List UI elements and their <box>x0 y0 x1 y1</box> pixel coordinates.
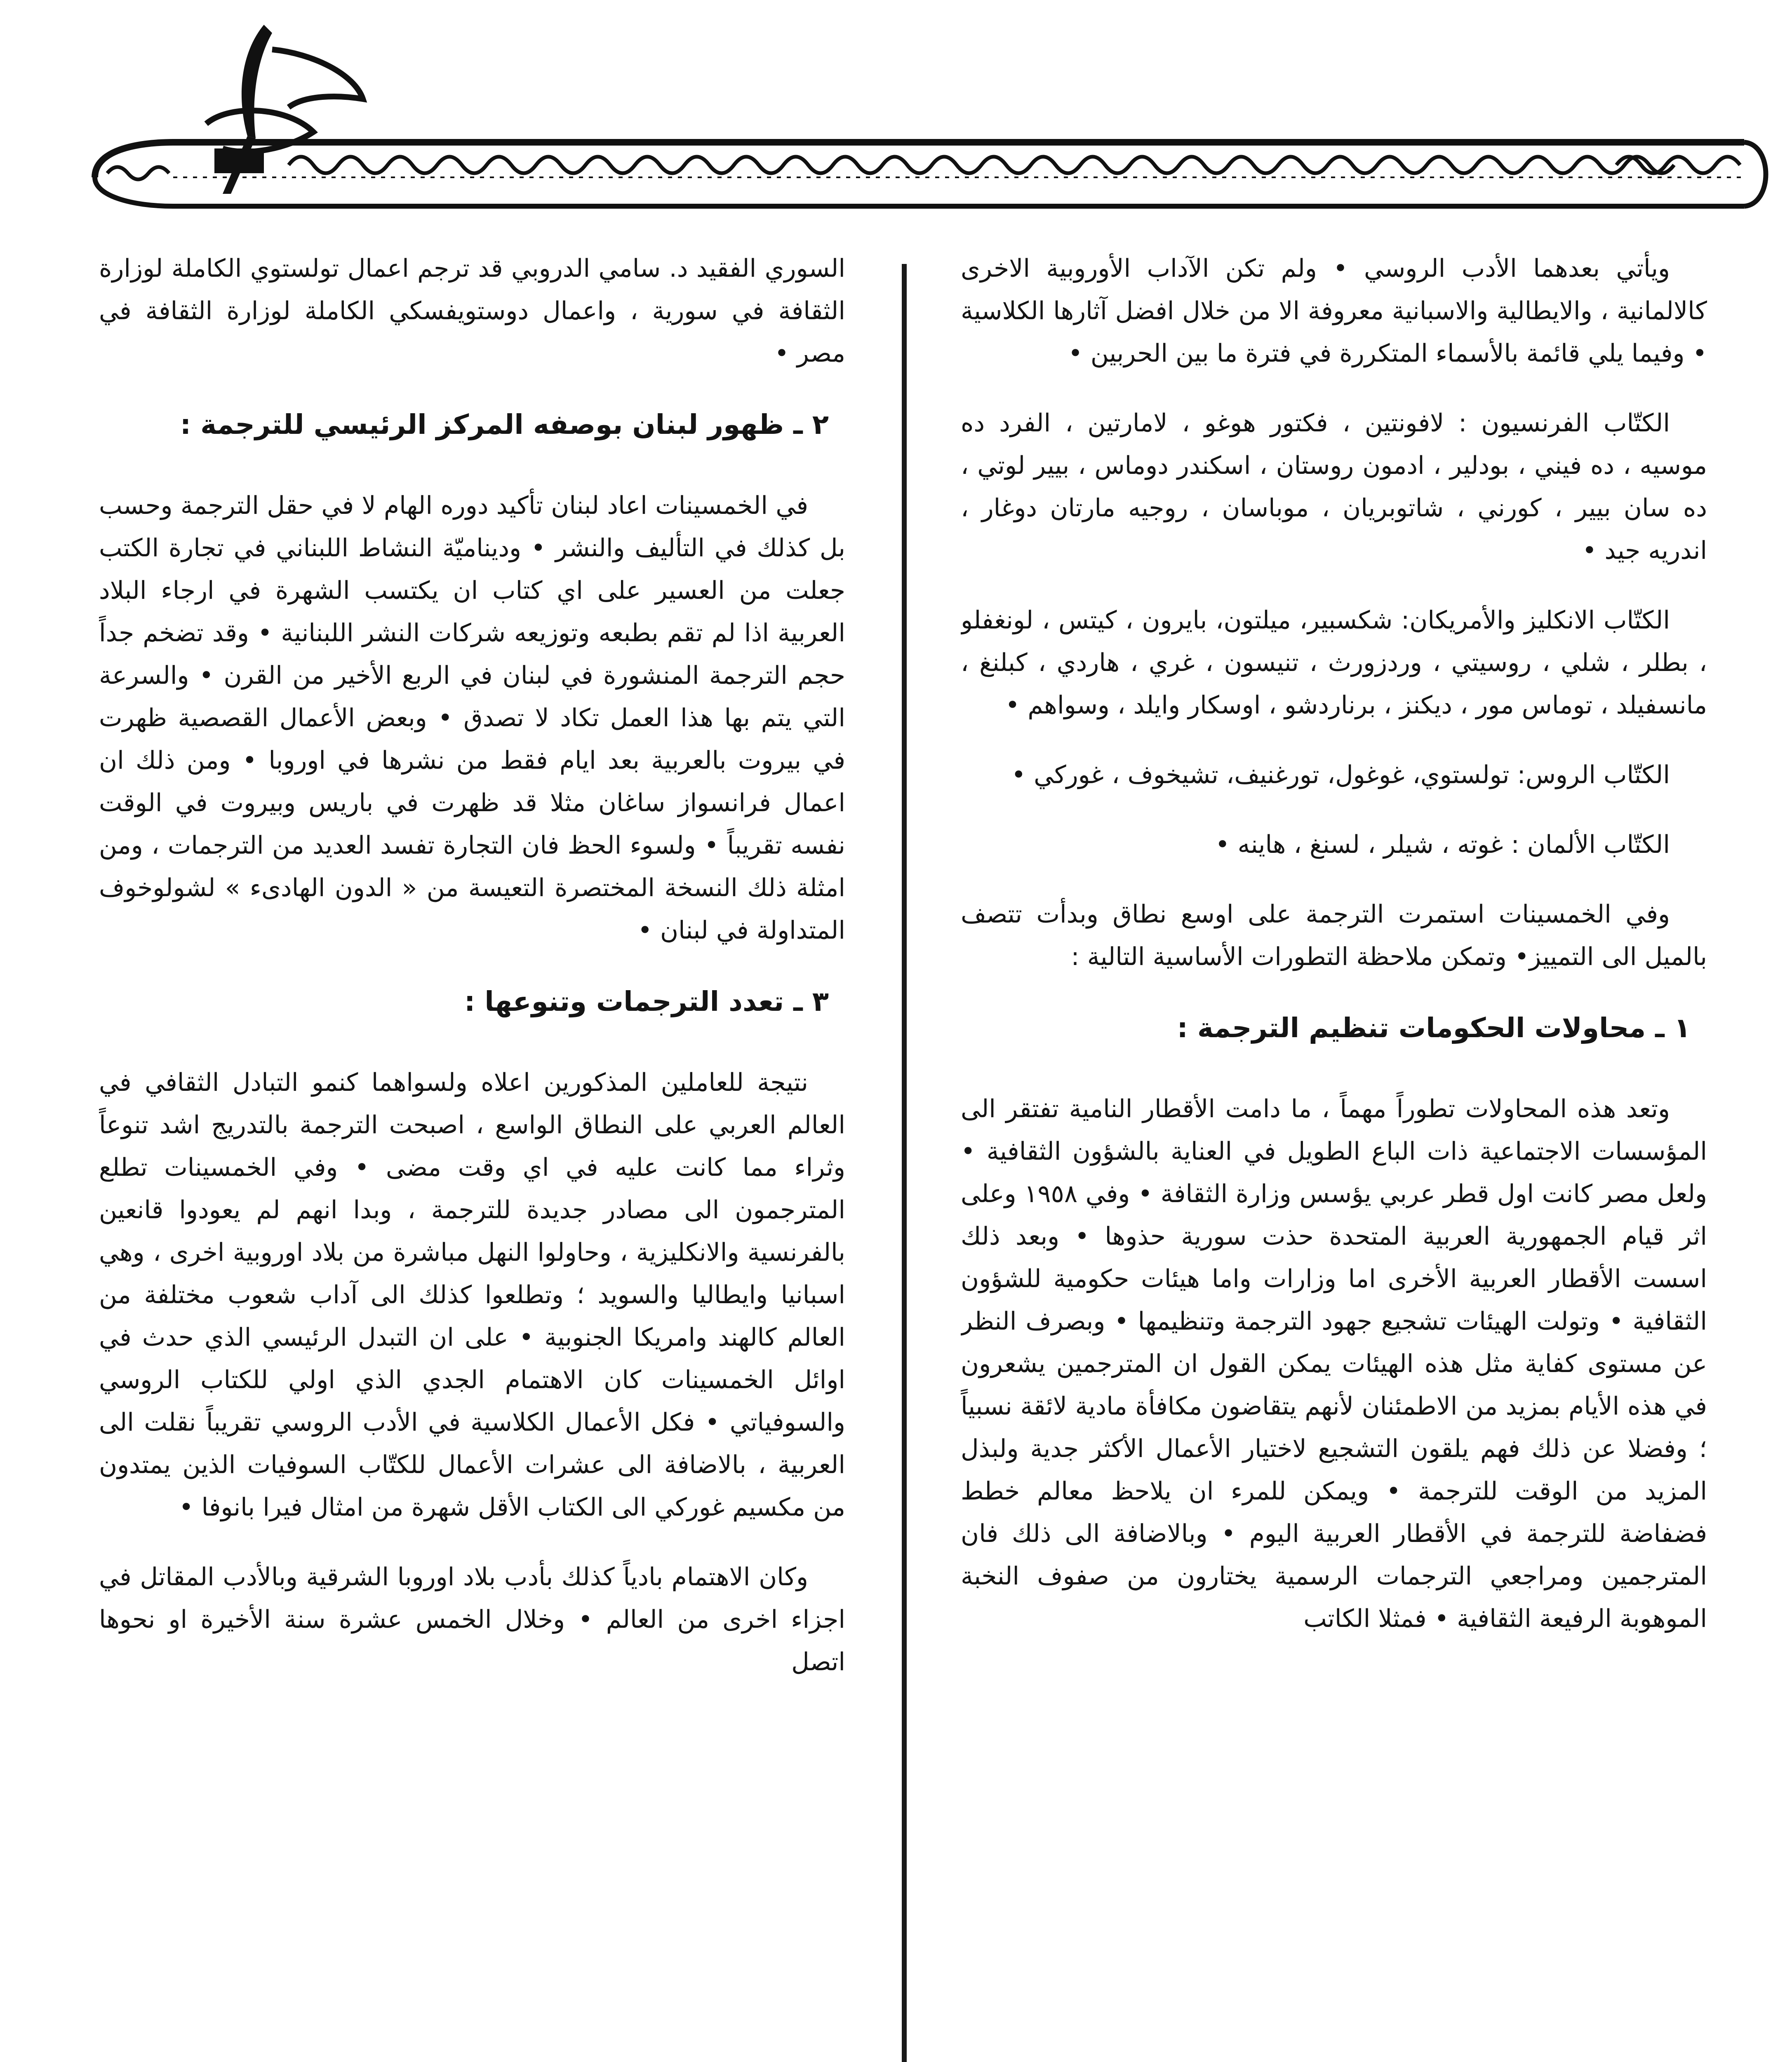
paragraph: الكتّاب الانكليز والأمريكان: شكسبير، ميلتون، بايرون ، كيتس ، لونغفلو ، بطلر ، شلي ، روسيتي ، وردزورث ، تنيسون ، غري ، هاردي ، كبلنغ ، مانسفيلد ، توماس مور ، ديكنز ، برناردشو ، اوسكار وايلد ، وسواهم • <box>961 606 1707 720</box>
paragraph: في الخمسينات اعاد لبنان تأكيد دوره الهام لا في حقل الترجمة وحسب بل كذلك في التأليف والنشر • وديناميّة النشاط اللبناني في تجارة الكتب جعلت من العسير على اي كتاب ان يكتسب الشهرة في ارجاء البلاد العربية اذا لم تقم بطبعه وتوزيعه شركات النشر اللبنانية • وقد تضخم جداً حجم الترجمة المنشورة في لبنان في الربع الأخير من القرن • والسرعة التي يتم بها هذا العمل تكاد لا تصدق • وبعض الأعمال القصصية ظهرت في بيروت بالعربية بعد ايام فقط من نشرها في اوروبا • ومن ذلك ان اعمال فرانسواز ساغان مثلا قد ظهرت في باريس وبيروت في الوقت نفسه تقريباً • ولسوء الحظ فان التجارة تفسد العديد من الترجمات ، ومن امثلة ذلك النسخة المختصرة التعيسة من « الدون الهادىء » لشولوخوف المتداولة في لبنان • <box>99 491 845 945</box>
section-heading: ١ ـ محاولات الحكومات تنظيم الترجمة : <box>1177 1012 1691 1044</box>
paragraph: الكتّاب الفرنسيون : لافونتين ، فكتور هوغو ، لامارتين ، الفرد ده موسيه ، ده فيني ، بودلير ، ادمون روستان ، اسكندر دوماس ، بيير لوتي ، ده سان بيير ، كورني ، شاتوبريان ، موباسان ، روجيه مارتان دوغار ، اندريه جيد • <box>961 409 1707 565</box>
paragraph: الكتّاب الروس: تولستوي، غوغول، تورغنيف، تشيخوف ، غوركي • <box>1011 760 1670 789</box>
section-heading: ٢ ـ ظهور لبنان بوصفه المركز الرئيسي للترجمة : <box>180 409 829 440</box>
paragraph: نتيجة للعاملين المذكورين اعلاه ولسواهما كنمو التبادل الثقافي في العالم العربي على النطاق الواسع ، اصبحت الترجمة بالتدريج اشد تنوعاً وثراء مما كانت عليه في اي وقت مضى • وفي الخمسينات تطلع المترجمون الى مصادر جديدة للترجمة ، وبدا انهم لم يعودوا قانعين بالفرنسية والانكليزية ، وحاولوا النهل مباشرة من بلاد اوروبية اخرى ، وهي اسبانيا وايطاليا والسويد ؛ وتطلعوا كذلك الى آداب شعوب مختلفة من العالم كالهند وامريكا الجنوبية • على ان التبدل الرئيسي الذي حدث في اوائل الخمسينات كان الاهتمام الجدي الذي اولي للكتاب الروسي والسوفياتي • فكل الأعمال الكلاسية في الأدب الروسي تقريباً نقلت الى العربية ، بالاضافة الى عشرات الأعمال للكتّاب السوفيات الذين يمتدون من مكسيم غوركي الى الكتاب الأقل شهرة من امثال فيرا بانوفا • <box>99 1068 845 1522</box>
paragraph: وكان الاهتمام بادياً كذلك بأدب بلاد اوروبا الشرقية وبالأدب المقاتل في اجزاء اخرى من العالم • وخلال الخمس عشرة سنة الأخيرة او نحوها اتصل <box>99 1563 845 1676</box>
column-divider <box>902 264 907 2062</box>
text-column-right <box>961 247 1707 2062</box>
paragraph: ويأتي بعدهما الأدب الروسي • ولم تكن الآداب الأوروبية الاخرى كالالمانية ، والايطالية والاسبانية معروفة الا من خلال افضل آثارها الكلاسية • وفيما يلي قائمة بالأسماء المتكررة في فترة ما بين الحربين • <box>961 254 1707 368</box>
section-heading: ٣ ـ تعدد الترجمات وتنوعها : <box>464 986 829 1017</box>
text-column-left <box>99 247 845 2062</box>
paragraph: وفي الخمسينات استمرت الترجمة على اوسع نطاق وبدأت تتصف بالميل الى التمييز• وتمكن ملاحظة التطورات الأساسية التالية : <box>961 900 1707 971</box>
paragraph: الكتّاب الألمان : غوته ، شيلر ، لسنغ ، هاينه • <box>1215 830 1670 859</box>
quill-pen-logo-icon <box>0 0 1792 214</box>
page-header-ornament <box>0 0 1792 214</box>
paragraph: السوري الفقيد د. سامي الدروبي قد ترجم اعمال تولستوي الكاملة لوزارة الثقافة في سورية ، واعمال دوستويفسكي الكاملة لوزارة الثقافة في مصر • <box>99 254 845 368</box>
paragraph: وتعد هذه المحاولات تطوراً مهماً ، ما دامت الأقطار النامية تفتقر الى المؤسسات الاجتماعية ذات الباع الطويل في العناية بالشؤون الثقافية • ولعل مصر كانت اول قطر عربي يؤسس وزارة الثقافة • وفي ١٩٥٨ وعلى اثر قيام الجمهورية العربية المتحدة حذت سورية حذوها • وبعد ذلك اسست الأقطار العربية الأخرى اما وزارات واما هيئات حكومية للشؤون الثقافية • وتولت الهيئات تشجيع جهود الترجمة وتنظيمها • وبصرف النظر عن مستوى كفاية مثل هذه الهيئات يمكن القول ان المترجمين يشعرون في هذه الأيام بمزيد من الاطمئنان لأنهم يتقاضون مكافأة مادية لائقة نسبياً ؛ وفضلا عن ذلك فهم يلقون التشجيع لاختيار الأعمال الأكثر جدية ولبذل المزيد من الوقت للترجمة • ويمكن للمرء ان يلاحظ معالم خطط فضفاضة للترجمة في الأقطار العربية اليوم • وبالاضافة الى ذلك فان المترجمين ومراجعي الترجمات الرسمية يختارون من صفوف النخبة الموهوبة الرفيعة الثقافية • فمثلا الكاتب <box>961 1095 1707 1633</box>
